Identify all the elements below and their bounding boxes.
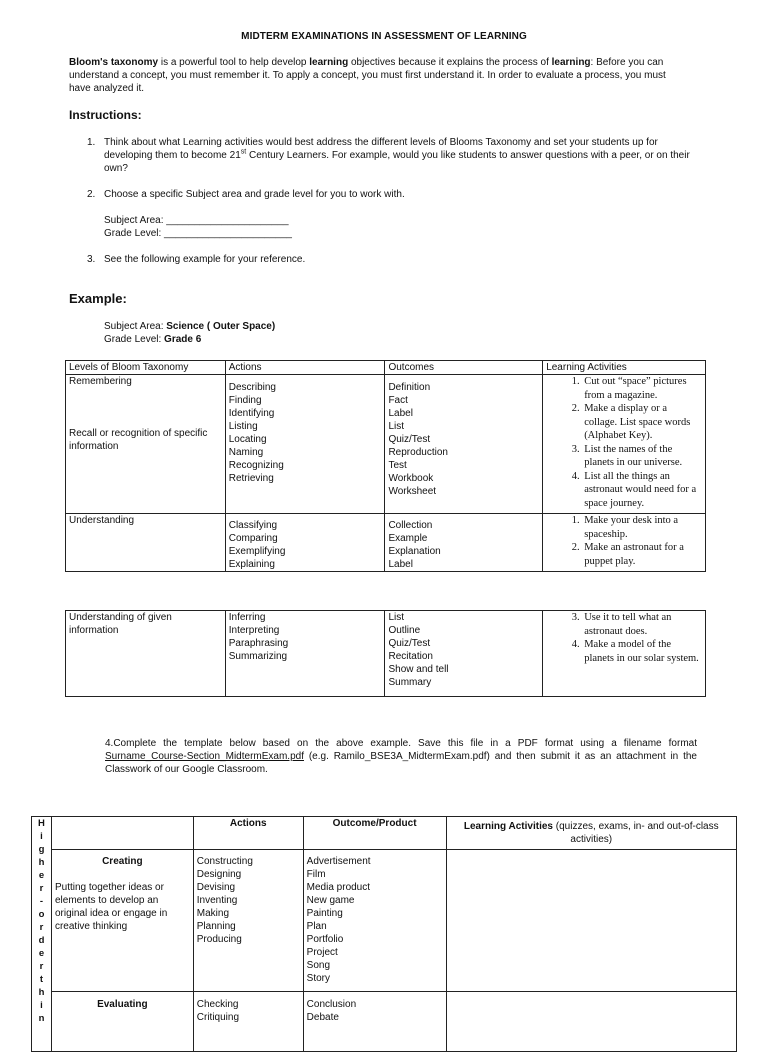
table-row-understanding: [66, 514, 706, 572]
level-description: Recall or recognition of specific information: [69, 428, 208, 452]
subject-value: Science ( Outer Space): [166, 321, 276, 332]
actions-cell: [193, 992, 303, 1052]
header-learning-activities-bold: Learning Activities: [463, 821, 553, 832]
vertical-letter: o: [38, 909, 45, 920]
subject-label: Subject Area:: [104, 321, 167, 332]
level-cell: [66, 375, 226, 514]
learning-activities-input-creating[interactable]: [446, 850, 736, 992]
list-item: Worksheet: [388, 486, 437, 497]
step-4-text-2: (e.g. Ramilo_BSE3A_MidtermExam.pdf) and then submit it as an attachment in the Classwork of our Google Classroom.: [105, 751, 697, 775]
header-learning-activities-note: (quizzes, exams, in- and out-of-class activities): [553, 821, 719, 845]
instruction-text: [104, 136, 699, 175]
example-subject: [104, 320, 275, 333]
intro-paragraph: [69, 56, 689, 95]
instruction-text-b: Century Learners. For example, would you like students to answer questions with a peer, or on their own?: [104, 150, 690, 174]
list-item: Devising: [196, 882, 236, 893]
level-name: Creating: [102, 856, 143, 867]
instruction-item-2: [87, 188, 697, 202]
list-item: Quiz/Test: [388, 434, 431, 445]
list-item: Definition: [388, 382, 431, 393]
actions-cell: [193, 850, 303, 992]
superscript: st: [240, 148, 247, 156]
header-blank: [51, 817, 193, 850]
list-item: 2. Make a display or a collage. List space words (Alphabet Key).: [582, 402, 702, 443]
instruction-text: Choose a specific Subject area and grade level for you to work with.: [104, 189, 405, 200]
instructions-heading: Instructions:: [69, 108, 142, 122]
outcomes-cell: [385, 514, 543, 572]
table-row-understanding-continued: [66, 611, 706, 697]
example-grade: [104, 333, 201, 346]
list-item: Outline: [388, 625, 421, 636]
level-cell: [51, 850, 193, 992]
step-4-text-1: 4.Complete the template below based on the above example. Save this file in a PDF format using a filename format: [105, 738, 697, 749]
list-item: Portfolio: [306, 934, 344, 945]
list-item: Example: [388, 533, 428, 544]
higher-order-thinking-vertical-label: [32, 817, 52, 1052]
instruction-number: 2.: [87, 189, 96, 200]
list-item: Checking: [196, 999, 239, 1010]
level-name: Remembering: [69, 376, 132, 387]
intro-bold-learning-2: learning: [551, 57, 591, 68]
instruction-text: See the following example for your reference.: [104, 254, 306, 265]
vertical-letter: n: [38, 1013, 45, 1024]
list-item: Constructing: [196, 856, 253, 867]
list-item: Painting: [306, 908, 343, 919]
list-item: Producing: [196, 934, 242, 945]
step-4-paragraph: [105, 737, 697, 776]
list-item: 3. Use it to tell what an astronaut does.: [582, 611, 702, 638]
list-item: Explanation: [388, 546, 441, 557]
list-item: Film: [306, 869, 326, 880]
level-description: Putting together ideas or elements to develop an original idea or engage in creative thinking: [54, 882, 168, 932]
list-item: Show and tell: [388, 664, 449, 675]
vertical-letter: e: [38, 948, 45, 959]
intro-term: Bloom's taxonomy: [69, 57, 159, 68]
instruction-number: 1.: [87, 137, 96, 148]
header-outcome-product: Outcome/Product: [303, 817, 446, 850]
list-item: Critiquing: [196, 1012, 240, 1023]
header-learning-activities: [446, 817, 736, 850]
learning-activities-input-evaluating[interactable]: [446, 992, 736, 1052]
vertical-letter: d: [38, 935, 45, 946]
vertical-letter: H: [38, 818, 45, 829]
level-name: Understanding: [66, 514, 226, 572]
list-item: Locating: [228, 434, 267, 445]
vertical-letter: r: [39, 961, 44, 972]
example-heading: Example:: [69, 291, 127, 306]
vertical-letter: h: [38, 987, 45, 998]
activities-list: [546, 611, 702, 665]
table-row-evaluating: [32, 992, 737, 1052]
list-item: 4. Make a model of the planets in our solar system.: [582, 638, 702, 665]
header-outcomes: Outcomes: [385, 361, 543, 375]
outcomes-cell: [303, 850, 446, 992]
list-item: Song: [306, 960, 331, 971]
list-item: 1. Cut out “space” pictures from a magazine.: [582, 375, 702, 402]
list-item: Naming: [228, 447, 264, 458]
instruction-item-1: [87, 136, 697, 176]
activities-cell: [543, 611, 706, 697]
vertical-letter: -: [39, 896, 44, 907]
list-item: 2. Make an astronaut for a puppet play.: [582, 541, 702, 568]
header-levels: Levels of Bloom Taxonomy: [66, 361, 226, 375]
list-item: Conclusion: [306, 999, 357, 1010]
instruction-item-3: [87, 253, 697, 267]
example-table: [65, 360, 706, 572]
table-row-creating: [32, 850, 737, 992]
instruction-number: 3.: [87, 254, 96, 265]
actions-cell: [225, 611, 385, 697]
list-item: Finding: [228, 395, 262, 406]
list-item: List: [388, 421, 405, 432]
list-item: 1. Make your desk into a spaceship.: [582, 514, 702, 541]
list-item: Fact: [388, 395, 408, 406]
list-item: Summary: [388, 677, 432, 688]
vertical-letter: i: [40, 1000, 43, 1011]
grade-level-line[interactable]: Grade Level: _______________________: [104, 228, 292, 239]
list-item: Test: [388, 460, 407, 471]
list-item: Paraphrasing: [228, 638, 289, 649]
template-table: [31, 816, 737, 1052]
level-description: Understanding of given information: [66, 611, 226, 697]
activities-cell: [543, 514, 706, 572]
list-item: New game: [306, 895, 355, 906]
list-item: Explaining: [228, 559, 275, 570]
list-item: Inferring: [228, 612, 266, 623]
instruction-text-a: Think about what Learning activities would best address the different levels of Blooms Taxonomy and set your students up for developing them to become 21: [104, 137, 658, 161]
filename-format: Surname_Course-Section_MidtermExam.pdf: [105, 751, 304, 762]
list-item: List: [388, 612, 405, 623]
outcomes-cell: [303, 992, 446, 1052]
list-item: Designing: [196, 869, 242, 880]
level-name: Evaluating: [97, 999, 148, 1010]
example-table-header: [66, 361, 706, 375]
page-title: MIDTERM EXAMINATIONS IN ASSESSMENT OF LEARNING: [241, 31, 527, 42]
vertical-letter: r: [39, 922, 44, 933]
header-learning-activities: Learning Activities: [543, 361, 706, 375]
list-item: Workbook: [388, 473, 434, 484]
intro-text-2: objectives because it explains the process of: [348, 57, 552, 68]
vertical-letter: t: [39, 974, 44, 985]
list-item: Exemplifying: [228, 546, 286, 557]
list-item: Listing: [228, 421, 258, 432]
list-item: Story: [306, 973, 330, 984]
template-header-row: [32, 817, 737, 850]
list-item: Retrieving: [228, 473, 274, 484]
grade-label: Grade Level:: [104, 334, 165, 345]
list-item: 3. List the names of the planets in our universe.: [582, 443, 702, 470]
table-row-remembering: [66, 375, 706, 514]
outcomes-cell: [385, 375, 543, 514]
actions-cell: [225, 375, 385, 514]
vertical-letter: e: [38, 870, 45, 881]
list-item: Media product: [306, 882, 371, 893]
intro-text-1: is a powerful tool to help develop: [158, 57, 310, 68]
header-actions: Actions: [193, 817, 303, 850]
list-item: Classifying: [228, 520, 278, 531]
list-item: Describing: [228, 382, 276, 393]
list-item: Inventing: [196, 895, 238, 906]
list-item: 4. List all the things an astronaut would need for a space journey.: [582, 470, 702, 511]
list-item: Interpreting: [228, 625, 280, 636]
outcomes-cell: [385, 611, 543, 697]
vertical-letter: i: [40, 831, 43, 842]
activities-list: [546, 375, 702, 510]
list-item: Recognizing: [228, 460, 284, 471]
header-actions: Actions: [225, 361, 385, 375]
list-item: Project: [306, 947, 338, 958]
grade-value: Grade 6: [164, 334, 202, 345]
list-item: Plan: [306, 921, 327, 932]
list-item: Reproduction: [388, 447, 448, 458]
list-item: Label: [388, 559, 413, 570]
example-table-continued: [65, 610, 706, 697]
actions-cell: [225, 514, 385, 572]
activities-cell: [543, 375, 706, 514]
intro-bold-learning: learning: [309, 57, 349, 68]
vertical-letter: h: [38, 857, 45, 868]
activities-list: [546, 514, 702, 568]
list-item: Recitation: [388, 651, 433, 662]
list-item: Summarizing: [228, 651, 288, 662]
list-item: Advertisement: [306, 856, 371, 867]
list-item: Making: [196, 908, 230, 919]
list-item: Debate: [306, 1012, 339, 1023]
list-item: Quiz/Test: [388, 638, 431, 649]
vertical-letter: r: [39, 883, 44, 894]
vertical-letter: g: [38, 844, 45, 855]
list-item: Planning: [196, 921, 236, 932]
list-item: Label: [388, 408, 413, 419]
list-item: Collection: [388, 520, 433, 531]
subject-area-line[interactable]: Subject Area: ______________________: [104, 215, 289, 226]
list-item: Identifying: [228, 408, 275, 419]
level-cell: [51, 992, 193, 1052]
intro-text-3: : Before you can understand a concept, you must remember it. To apply a concept, you must first understand it. In order to evaluate a process, you must have analyzed it.: [69, 57, 666, 94]
list-item: Comparing: [228, 533, 278, 544]
